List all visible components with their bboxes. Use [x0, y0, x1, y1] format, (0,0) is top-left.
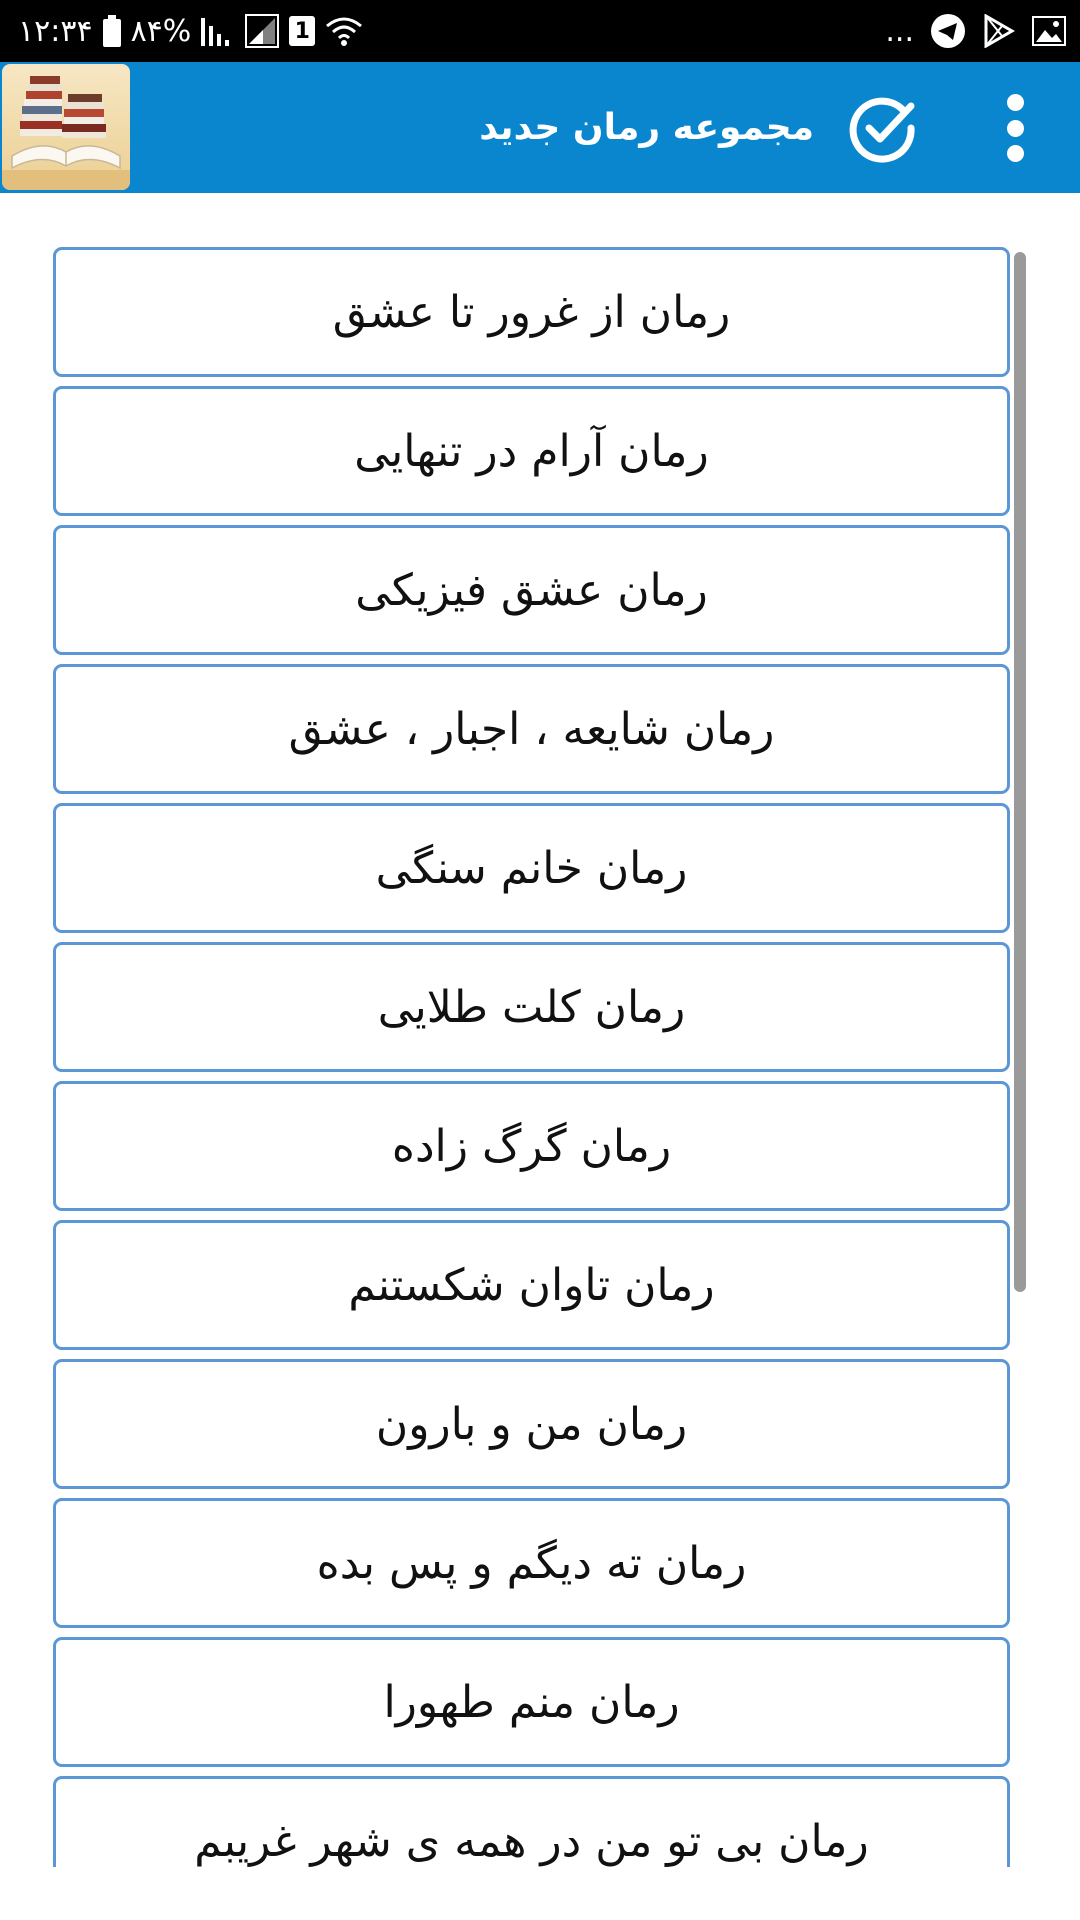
novel-item-label: رمان ته دیگم و پس بده	[316, 1537, 747, 1589]
menu-dot	[1007, 120, 1024, 137]
novel-item[interactable]	[53, 247, 1010, 377]
novel-item[interactable]	[53, 1081, 1010, 1211]
signal-bars-icon	[201, 16, 235, 46]
novel-item[interactable]	[53, 1359, 1010, 1489]
battery-icon	[103, 15, 121, 47]
image-icon	[1032, 16, 1066, 46]
novel-item-label: رمان شایعه ، اجبار ، عشق	[288, 703, 775, 755]
novel-item-label: رمان آرام در تنهایی	[354, 425, 709, 477]
novel-item-label: رمان خانم سنگی	[375, 842, 688, 894]
play-store-icon	[982, 14, 1016, 48]
novel-item[interactable]	[53, 1498, 1010, 1628]
books-logo-icon	[2, 64, 130, 190]
novel-item-label: رمان من و بارون	[375, 1398, 688, 1450]
battery-percent: ۸۴%	[130, 13, 192, 49]
clock: ۱۲:۳۴	[18, 13, 93, 49]
novel-item[interactable]	[53, 1776, 1010, 1867]
check-button[interactable]	[845, 90, 921, 166]
status-bar	[0, 0, 1080, 62]
list-scrollbar[interactable]	[1014, 252, 1026, 1292]
novel-list[interactable]	[53, 247, 1010, 1867]
status-bar-left	[18, 0, 363, 62]
novel-item[interactable]	[53, 386, 1010, 516]
notification-overflow: ...	[885, 13, 914, 49]
status-bar-right	[885, 0, 1066, 62]
novel-item[interactable]	[53, 803, 1010, 933]
novel-item-label: رمان عشق فیزیکی	[355, 564, 708, 616]
novel-item-label: رمان کلت طلایی	[377, 981, 686, 1033]
novel-item[interactable]	[53, 942, 1010, 1072]
novel-item-label: رمان منم طهورا	[383, 1676, 680, 1728]
novel-item[interactable]	[53, 664, 1010, 794]
page-title: مجموعه رمان جدید	[479, 107, 814, 148]
telegram-icon	[930, 13, 966, 49]
novel-item-label: رمان بی تو من در همه ی شهر غریبم	[194, 1815, 869, 1867]
novel-item[interactable]	[53, 1220, 1010, 1350]
app-bar	[0, 62, 1080, 193]
check-circle-icon	[847, 92, 919, 164]
cell-signal-icon	[245, 14, 279, 48]
wifi-icon	[325, 16, 363, 46]
novel-item[interactable]	[53, 1637, 1010, 1767]
novel-item-label: رمان گرگ زاده	[391, 1120, 672, 1172]
novel-item[interactable]	[53, 525, 1010, 655]
novel-item-label: رمان از غرور تا عشق	[332, 286, 731, 338]
sim-badge-label: 1	[294, 18, 310, 44]
menu-dot	[1007, 145, 1024, 162]
overflow-menu-button[interactable]	[990, 90, 1040, 166]
sim-badge	[289, 16, 315, 46]
more-vertical-icon	[1007, 94, 1024, 111]
novel-item-label: رمان تاوان شکستنم	[348, 1259, 715, 1311]
